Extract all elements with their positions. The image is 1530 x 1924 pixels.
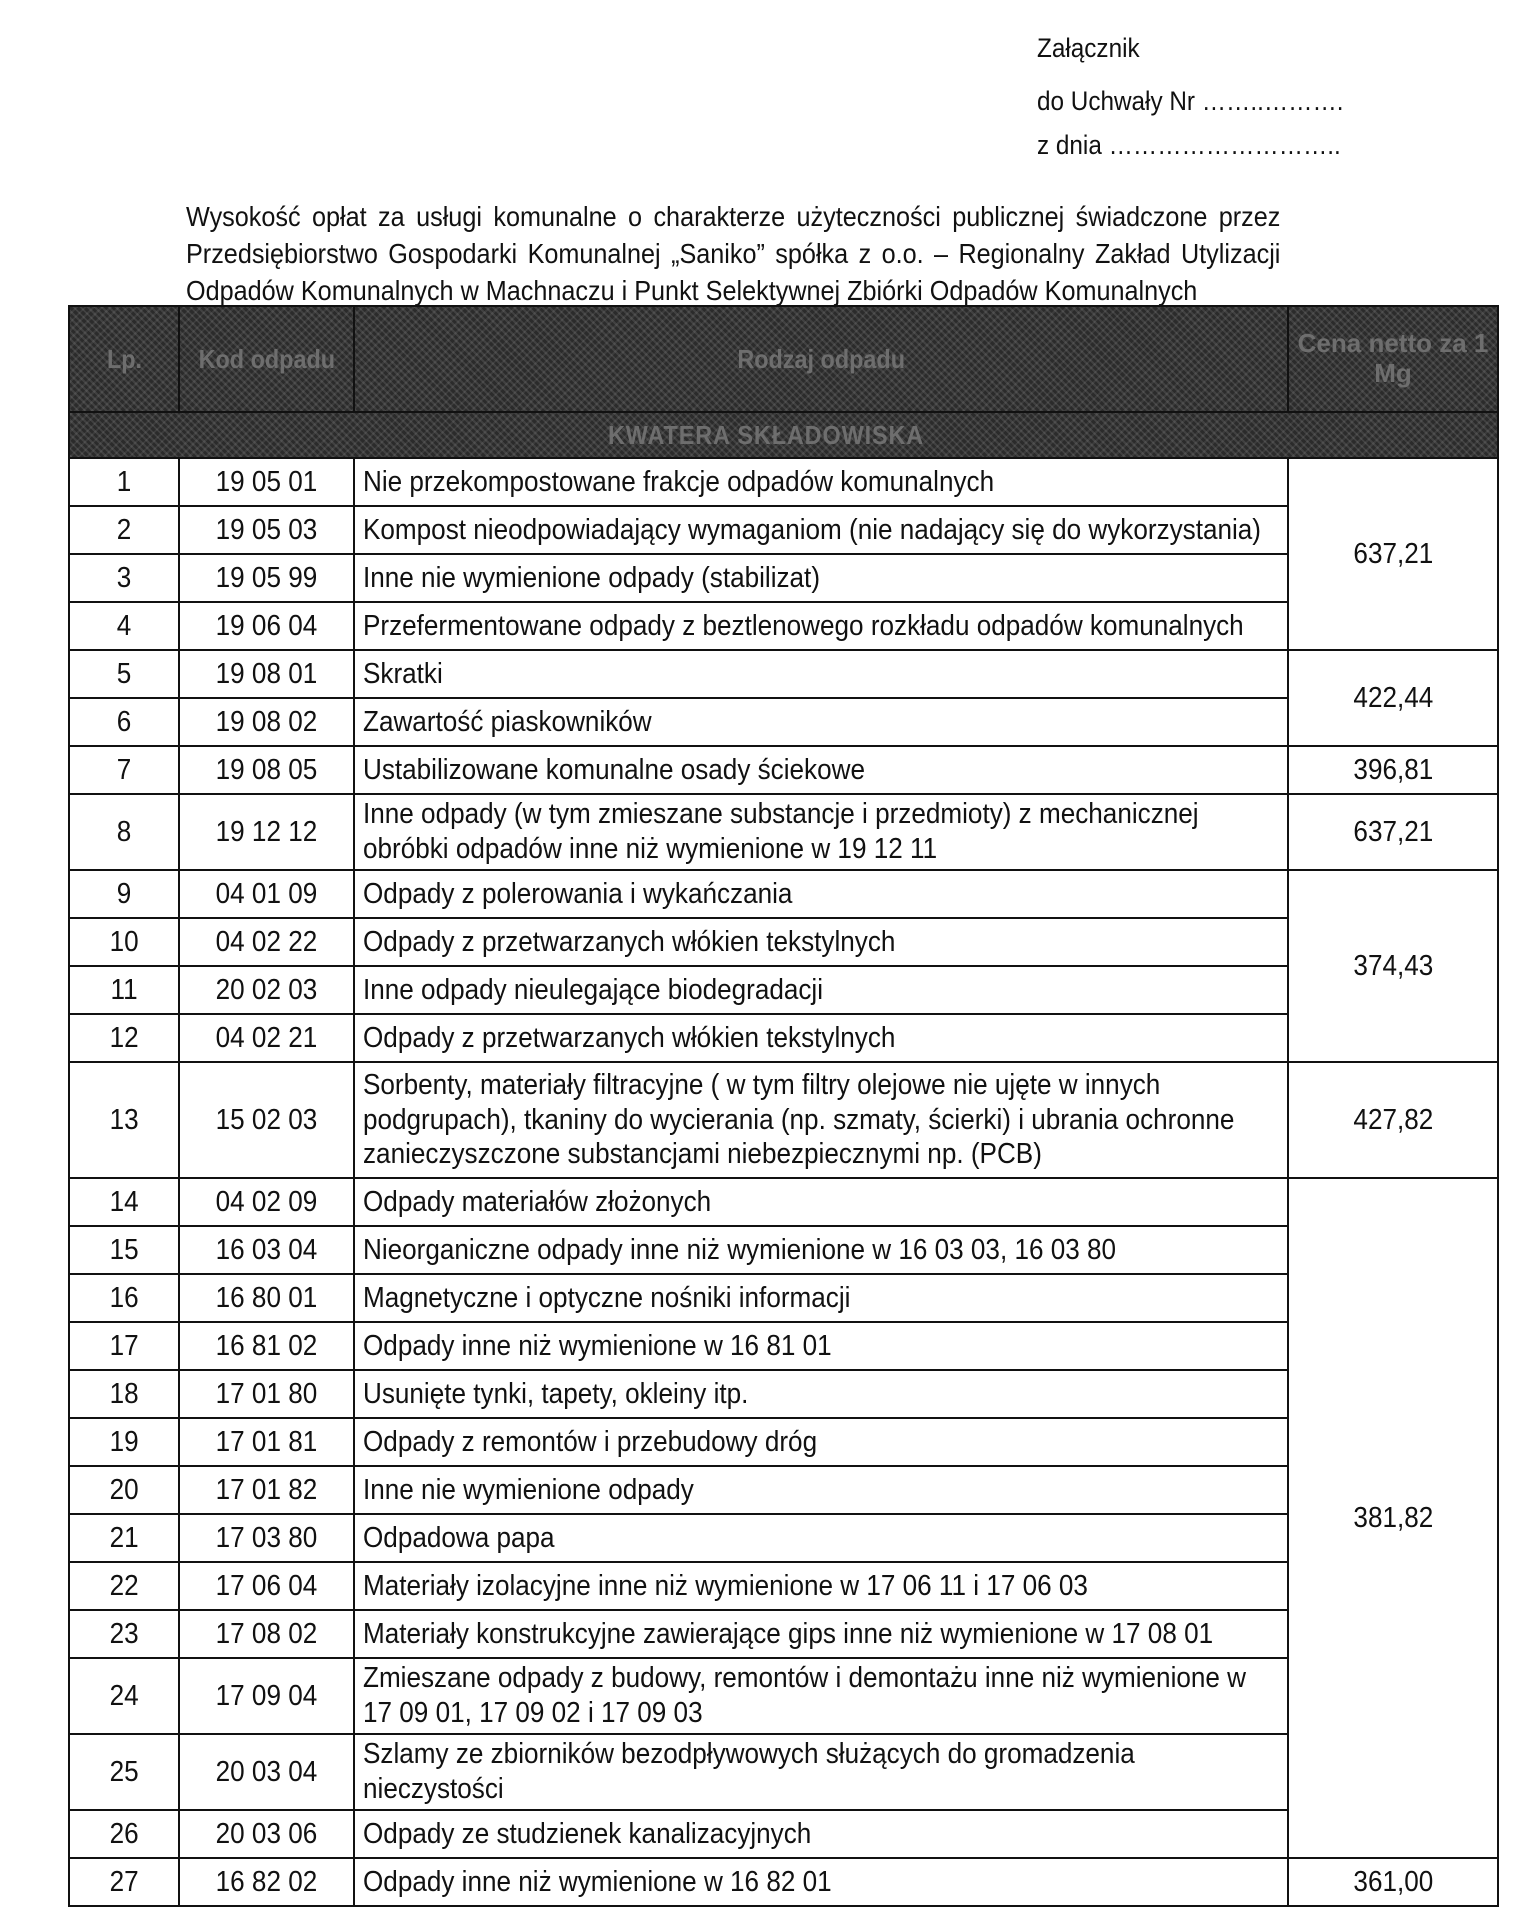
price-cell: 396,81 bbox=[1288, 746, 1498, 794]
row-description: Odpady ze studzienek kanalizacyjnych bbox=[354, 1810, 1288, 1858]
price-cell: 422,44 bbox=[1288, 650, 1498, 746]
resolution-line: do Uchwały Nr ……..………. bbox=[1037, 86, 1344, 117]
table-row bbox=[69, 1014, 1498, 1062]
table-header-row bbox=[69, 306, 1498, 412]
row-code: 17 06 04 bbox=[179, 1562, 354, 1610]
table-row bbox=[69, 1658, 1498, 1734]
row-lp: 13 bbox=[69, 1062, 179, 1178]
row-lp: 7 bbox=[69, 746, 179, 794]
row-description: Odpady z przetwarzanych włókien tekstylnych bbox=[354, 918, 1288, 966]
row-description: Szlamy ze zbiorników bezodpływowych służących do gromadzenia nieczystości bbox=[354, 1734, 1288, 1810]
header-type: Rodzaj odpadu bbox=[354, 306, 1288, 412]
row-lp: 25 bbox=[69, 1734, 179, 1810]
row-description: Inne nie wymienione odpady (stabilizat) bbox=[354, 554, 1288, 602]
table-row bbox=[69, 1610, 1498, 1658]
attachment-title: Załącznik bbox=[1037, 33, 1140, 63]
row-lp: 9 bbox=[69, 870, 179, 918]
row-description: Sorbenty, materiały filtracyjne ( w tym filtry olejowe nie ujęte w innych podgrupach), tkaniny do wycierania (np. szmaty, ścierki) i ubrania ochronne zanieczyszczone substancjami niebezpiecznymi np. (PCB) bbox=[354, 1062, 1288, 1178]
row-code: 16 03 04 bbox=[179, 1226, 354, 1274]
row-lp: 14 bbox=[69, 1178, 179, 1226]
row-code: 17 01 82 bbox=[179, 1466, 354, 1514]
table-row bbox=[69, 1466, 1498, 1514]
table-row bbox=[69, 870, 1498, 918]
row-description: Zawartość piaskowników bbox=[354, 698, 1288, 746]
table-row bbox=[69, 1370, 1498, 1418]
row-code: 15 02 03 bbox=[179, 1062, 354, 1178]
row-code: 04 02 22 bbox=[179, 918, 354, 966]
row-description: Usunięte tynki, tapety, okleiny itp. bbox=[354, 1370, 1288, 1418]
row-code: 04 01 09 bbox=[179, 870, 354, 918]
row-lp: 21 bbox=[69, 1514, 179, 1562]
table-row bbox=[69, 554, 1498, 602]
price-cell: 374,43 bbox=[1288, 870, 1498, 1062]
row-code: 17 03 80 bbox=[179, 1514, 354, 1562]
header-code: Kod odpadu bbox=[179, 306, 354, 412]
price-cell: 637,21 bbox=[1288, 458, 1498, 650]
row-description: Nieorganiczne odpady inne niż wymienione w 16 03 03, 16 03 80 bbox=[354, 1226, 1288, 1274]
table-row bbox=[69, 1322, 1498, 1370]
row-description: Kompost nieodpowiadający wymaganiom (nie nadający się do wykorzystania) bbox=[354, 506, 1288, 554]
row-description: Inne nie wymienione odpady bbox=[354, 1466, 1288, 1514]
row-code: 19 08 05 bbox=[179, 746, 354, 794]
section-row bbox=[69, 412, 1498, 458]
row-description: Zmieszane odpady z budowy, remontów i demontażu inne niż wymienione w 17 09 01, 17 09 02 i 17 09 03 bbox=[354, 1658, 1288, 1734]
row-lp: 1 bbox=[69, 458, 179, 506]
row-code: 17 01 81 bbox=[179, 1418, 354, 1466]
row-lp: 5 bbox=[69, 650, 179, 698]
attachment-block bbox=[1037, 30, 1344, 170]
row-description: Skratki bbox=[354, 650, 1288, 698]
row-description: Materiały konstrukcyjne zawierające gips inne niż wymienione w 17 08 01 bbox=[354, 1610, 1288, 1658]
table-row bbox=[69, 918, 1498, 966]
price-cell: 427,82 bbox=[1288, 1062, 1498, 1178]
table-row bbox=[69, 1274, 1498, 1322]
row-lp: 23 bbox=[69, 1610, 179, 1658]
table-row bbox=[69, 650, 1498, 698]
row-code: 19 06 04 bbox=[179, 602, 354, 650]
row-code: 17 08 02 bbox=[179, 1610, 354, 1658]
row-code: 16 82 02 bbox=[179, 1858, 354, 1906]
row-code: 20 03 06 bbox=[179, 1810, 354, 1858]
row-code: 19 05 03 bbox=[179, 506, 354, 554]
row-description: Odpady z polerowania i wykańczania bbox=[354, 870, 1288, 918]
row-lp: 24 bbox=[69, 1658, 179, 1734]
row-description: Inne odpady nieulegające biodegradacji bbox=[354, 966, 1288, 1014]
date-line: z dnia ……………………….. bbox=[1037, 129, 1341, 160]
row-lp: 15 bbox=[69, 1226, 179, 1274]
row-lp: 11 bbox=[69, 966, 179, 1014]
table-row bbox=[69, 506, 1498, 554]
row-code: 17 01 80 bbox=[179, 1370, 354, 1418]
row-lp: 17 bbox=[69, 1322, 179, 1370]
row-code: 04 02 09 bbox=[179, 1178, 354, 1226]
row-description: Nie przekompostowane frakcje odpadów komunalnych bbox=[354, 458, 1288, 506]
row-lp: 4 bbox=[69, 602, 179, 650]
table-row bbox=[69, 1418, 1498, 1466]
row-description: Odpadowa papa bbox=[354, 1514, 1288, 1562]
price-cell: 637,21 bbox=[1288, 794, 1498, 870]
row-description: Odpady inne niż wymienione w 16 82 01 bbox=[354, 1858, 1288, 1906]
row-description: Przefermentowane odpady z beztlenowego rozkładu odpadów komunalnych bbox=[354, 602, 1288, 650]
table-row bbox=[69, 1734, 1498, 1810]
row-lp: 22 bbox=[69, 1562, 179, 1610]
row-description: Odpady inne niż wymienione w 16 81 01 bbox=[354, 1322, 1288, 1370]
table-row bbox=[69, 1226, 1498, 1274]
section-title: KWATERA SKŁADOWISKA bbox=[69, 412, 1498, 458]
waste-fee-table bbox=[68, 305, 1499, 1907]
intro-paragraph: Wysokość opłat za usługi komunalne o charakterze użyteczności publicznej świadczone przez Przedsiębiorstwo Gospodarki Komunalnej „Saniko” spółka z o.o. – Regionalny Zakład Utylizacji Odpadów Komunalnych w Machnaczu i Punkt Selektywnej Zbiórki Odpadów Komunalnych bbox=[186, 201, 1281, 306]
row-lp: 3 bbox=[69, 554, 179, 602]
row-code: 04 02 21 bbox=[179, 1014, 354, 1062]
row-code: 20 02 03 bbox=[179, 966, 354, 1014]
table-row bbox=[69, 1178, 1498, 1226]
table-row bbox=[69, 1810, 1498, 1858]
table-row bbox=[69, 458, 1498, 506]
row-description: Inne odpady (w tym zmieszane substancje i przedmioty) z mechanicznej obróbki odpadów inne niż wymienione w 19 12 11 bbox=[354, 794, 1288, 870]
row-code: 19 12 12 bbox=[179, 794, 354, 870]
row-description: Ustabilizowane komunalne osady ściekowe bbox=[354, 746, 1288, 794]
table-row bbox=[69, 746, 1498, 794]
row-code: 16 81 02 bbox=[179, 1322, 354, 1370]
row-description: Odpady materiałów złożonych bbox=[354, 1178, 1288, 1226]
row-code: 17 09 04 bbox=[179, 1658, 354, 1734]
row-lp: 2 bbox=[69, 506, 179, 554]
row-lp: 27 bbox=[69, 1858, 179, 1906]
row-lp: 18 bbox=[69, 1370, 179, 1418]
row-code: 20 03 04 bbox=[179, 1734, 354, 1810]
table-row bbox=[69, 1514, 1498, 1562]
row-lp: 20 bbox=[69, 1466, 179, 1514]
header-price: Cena netto za 1 Mg bbox=[1288, 306, 1498, 412]
table-row bbox=[69, 966, 1498, 1014]
row-code: 19 08 01 bbox=[179, 650, 354, 698]
row-lp: 12 bbox=[69, 1014, 179, 1062]
row-lp: 26 bbox=[69, 1810, 179, 1858]
row-description: Odpady z przetwarzanych włókien tekstylnych bbox=[354, 1014, 1288, 1062]
row-description: Materiały izolacyjne inne niż wymienione w 17 06 11 i 17 06 03 bbox=[354, 1562, 1288, 1610]
row-description: Magnetyczne i optyczne nośniki informacji bbox=[354, 1274, 1288, 1322]
row-lp: 19 bbox=[69, 1418, 179, 1466]
table-row bbox=[69, 1562, 1498, 1610]
table-row bbox=[69, 794, 1498, 870]
row-code: 19 05 99 bbox=[179, 554, 354, 602]
row-code: 19 08 02 bbox=[179, 698, 354, 746]
row-code: 19 05 01 bbox=[179, 458, 354, 506]
table-row bbox=[69, 1062, 1498, 1178]
row-lp: 6 bbox=[69, 698, 179, 746]
row-code: 16 80 01 bbox=[179, 1274, 354, 1322]
table-row bbox=[69, 602, 1498, 650]
row-lp: 10 bbox=[69, 918, 179, 966]
table-row bbox=[69, 1858, 1498, 1906]
row-lp: 8 bbox=[69, 794, 179, 870]
row-description: Odpady z remontów i przebudowy dróg bbox=[354, 1418, 1288, 1466]
price-cell: 361,00 bbox=[1288, 1858, 1498, 1906]
header-lp: Lp. bbox=[69, 306, 179, 412]
row-lp: 16 bbox=[69, 1274, 179, 1322]
table-row bbox=[69, 698, 1498, 746]
price-cell: 381,82 bbox=[1288, 1178, 1498, 1858]
